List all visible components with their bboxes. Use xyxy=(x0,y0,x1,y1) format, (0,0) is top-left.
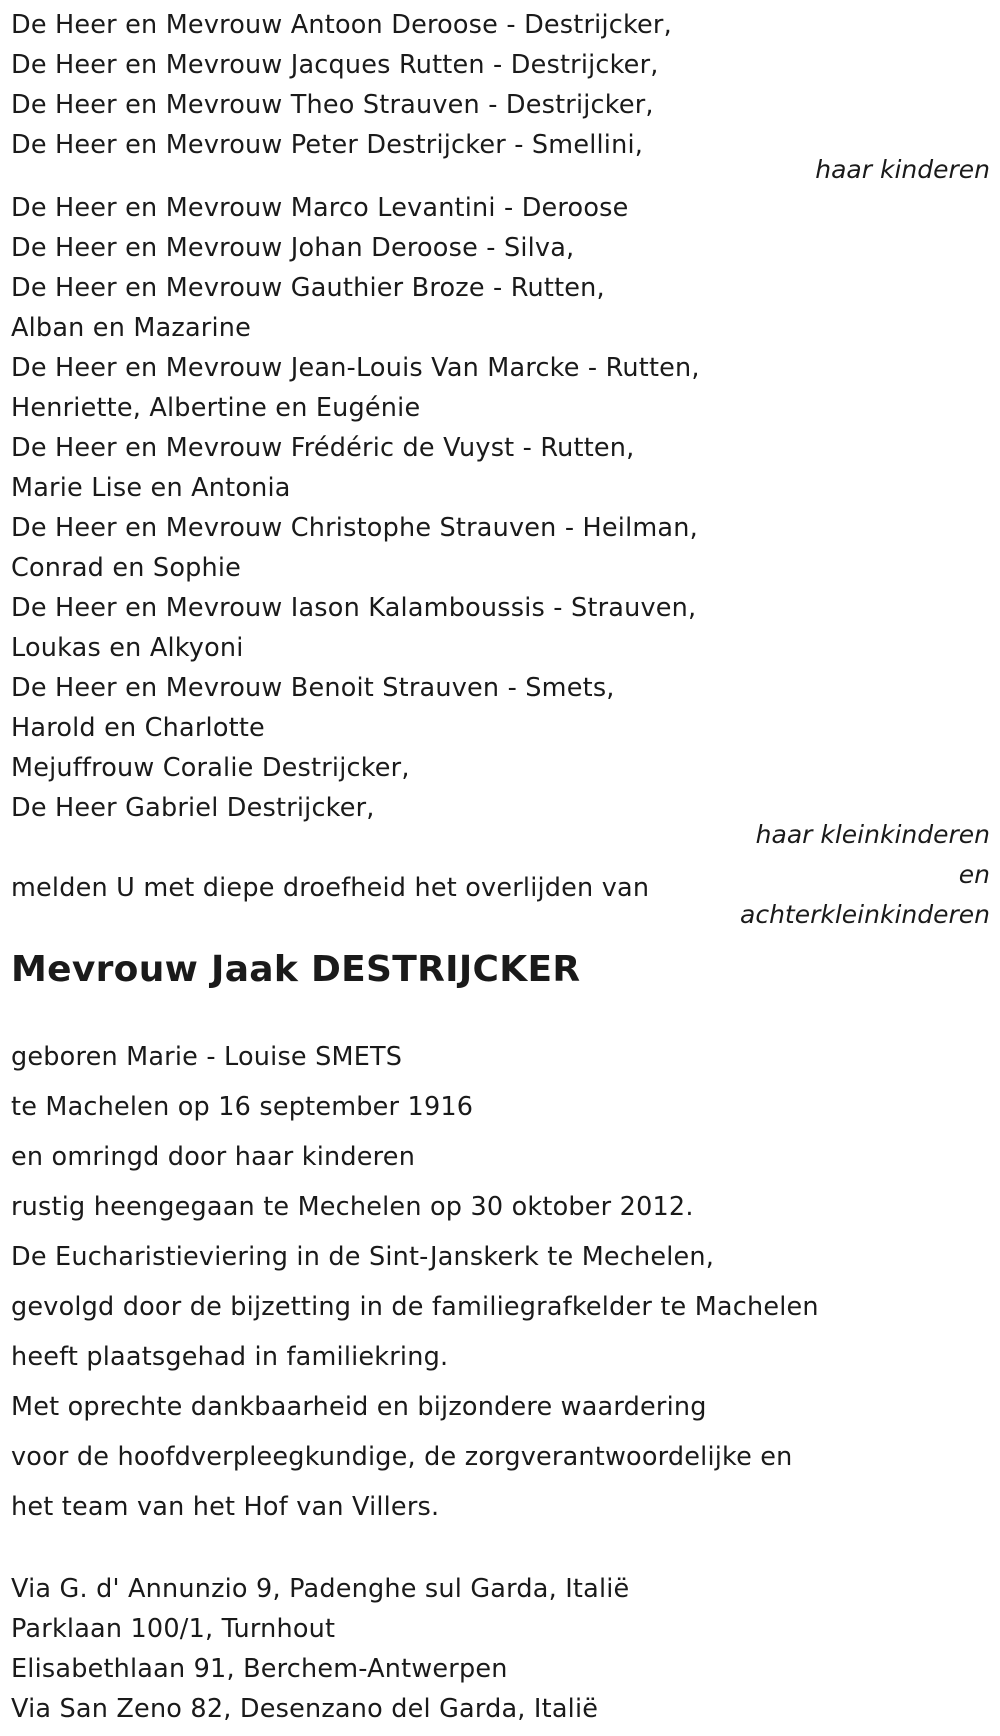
label-grandchildren: haar kleinkinderen xyxy=(755,820,990,849)
detail-line: geboren Marie - Louise SMETS xyxy=(11,1042,403,1072)
family-line: De Heer en Mevrouw Marco Levantini - Deroose xyxy=(11,193,629,223)
family-line: De Heer en Mevrouw Gauthier Broze - Rutten, xyxy=(11,273,605,303)
detail-line: heeft plaatsgehad in familiekring. xyxy=(11,1342,449,1372)
family-line: De Heer en Mevrouw Frédéric de Vuyst - Rutten, xyxy=(11,433,635,463)
address-line: Parklaan 100/1, Turnhout xyxy=(11,1614,336,1644)
family-line: De Heer en Mevrouw Antoon Deroose - Destrijcker, xyxy=(11,10,672,40)
family-line: Mejuffrouw Coralie Destrijcker, xyxy=(11,753,410,783)
family-line: De Heer en Mevrouw Theo Strauven - Destrijcker, xyxy=(11,90,654,120)
detail-line: De Eucharistieviering in de Sint-Janskerk te Mechelen, xyxy=(11,1242,715,1272)
family-line: De Heer en Mevrouw Jacques Rutten - Destrijcker, xyxy=(11,50,659,80)
label-children: haar kinderen xyxy=(815,155,990,184)
address-line: Via G. d' Annunzio 9, Padenghe sul Garda, Italië xyxy=(11,1574,630,1604)
family-line: De Heer Gabriel Destrijcker, xyxy=(11,793,375,823)
family-line: De Heer en Mevrouw Christophe Strauven - Heilman, xyxy=(11,513,698,543)
address-line: Via San Zeno 82, Desenzano del Garda, Italië xyxy=(11,1694,599,1724)
detail-line: en omringd door haar kinderen xyxy=(11,1142,416,1172)
detail-line: Met oprechte dankbaarheid en bijzondere waardering xyxy=(11,1392,707,1422)
family-line: Harold en Charlotte xyxy=(11,713,265,743)
family-line: Loukas en Alkyoni xyxy=(11,633,244,663)
family-line: De Heer en Mevrouw Benoit Strauven - Smets, xyxy=(11,673,615,703)
detail-line: het team van het Hof van Villers. xyxy=(11,1492,440,1522)
family-line: De Heer en Mevrouw Johan Deroose - Silva, xyxy=(11,233,575,263)
family-line: Marie Lise en Antonia xyxy=(11,473,291,503)
family-line: Henriette, Albertine en Eugénie xyxy=(11,393,421,423)
detail-line: te Machelen op 16 september 1916 xyxy=(11,1092,474,1122)
address-line: Elisabethlaan 91, Berchem-Antwerpen xyxy=(11,1654,508,1684)
family-line: Conrad en Sophie xyxy=(11,553,242,583)
label-grandchildren-en: en xyxy=(958,860,990,889)
deceased-name: Mevrouw Jaak DESTRIJCKER xyxy=(11,949,581,990)
family-line: De Heer en Mevrouw Jean-Louis Van Marcke - Rutten, xyxy=(11,353,700,383)
family-line: De Heer en Mevrouw Iason Kalamboussis - Strauven, xyxy=(11,593,697,623)
family-line: Alban en Mazarine xyxy=(11,313,252,343)
detail-line: rustig heengegaan te Mechelen op 30 oktober 2012. xyxy=(11,1192,694,1222)
detail-line: voor de hoofdverpleegkundige, de zorgverantwoordelijke en xyxy=(11,1442,793,1472)
family-line: De Heer en Mevrouw Peter Destrijcker - Smellini, xyxy=(11,130,644,160)
announcement: melden U met diepe droefheid het overlijden van xyxy=(11,873,650,903)
label-great-grandchildren: achterkleinkinderen xyxy=(740,900,990,929)
detail-line: gevolgd door de bijzetting in de familiegrafkelder te Machelen xyxy=(11,1292,819,1322)
